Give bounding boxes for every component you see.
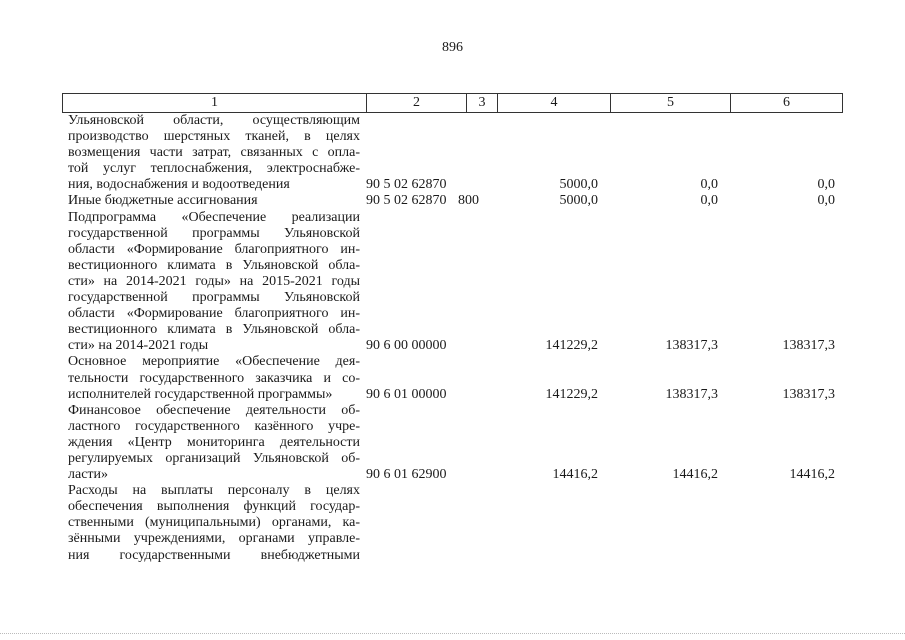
table-row bbox=[68, 354, 835, 402]
row-name-line: области «Формирование благоприятного ин- bbox=[68, 306, 360, 322]
table-row bbox=[68, 210, 835, 355]
row-name-line: области «Формирование благоприятного ин- bbox=[68, 241, 360, 257]
row-value-2020: 138317,3 bbox=[665, 386, 718, 402]
row-name-line: зёнными учреждениями, органами управле- bbox=[68, 531, 360, 547]
header-col-5: 5 bbox=[610, 94, 730, 112]
row-name-line: исполнителей государственной программы» bbox=[68, 386, 333, 402]
row-value-2021: 0,0 bbox=[817, 193, 835, 209]
table-row bbox=[68, 483, 835, 563]
row-name-line: производство шерстяных тканей, в целях bbox=[68, 129, 360, 145]
row-value-2019: 5000,0 bbox=[559, 177, 598, 193]
row-name-line: Расходы на выплаты персоналу в целях bbox=[68, 483, 360, 499]
row-value-2020: 0,0 bbox=[700, 177, 718, 193]
row-value-2021: 138317,3 bbox=[782, 386, 835, 402]
footer-divider bbox=[0, 633, 905, 635]
row-value-2019: 14416,2 bbox=[552, 467, 598, 483]
row-value-2019: 141229,2 bbox=[545, 338, 598, 354]
page-number: 896 bbox=[442, 40, 463, 55]
row-value-2020: 0,0 bbox=[700, 193, 718, 209]
row-name-line: ластного государственного казённого учре- bbox=[68, 418, 360, 434]
row-name-line: возмещения части затрат, связанных с опла- bbox=[68, 145, 360, 161]
row-name bbox=[68, 403, 360, 483]
row-value-2019: 5000,0 bbox=[559, 193, 598, 209]
row-name-line: обеспечения выполнения функций государ- bbox=[68, 499, 360, 515]
row-name-line: Финансовое обеспечение деятельности об- bbox=[68, 402, 360, 418]
row-value-2021: 0,0 bbox=[817, 177, 835, 193]
row-value-2021: 14416,2 bbox=[789, 467, 835, 483]
table-header bbox=[62, 93, 843, 113]
row-name-line: ждения «Центр мониторинга деятельности bbox=[68, 434, 360, 450]
row-name-line: Подпрограмма «Обеспечение реализации bbox=[68, 209, 360, 225]
row-kcsr: 90 6 01 62900 bbox=[366, 467, 447, 483]
row-kcsr: 90 6 00 00000 bbox=[366, 338, 447, 354]
header-col-6: 6 bbox=[730, 94, 843, 112]
row-name bbox=[68, 483, 360, 563]
row-name-line: ния государственными внебюджетными bbox=[68, 547, 360, 563]
row-name-line: вестиционного климата в Ульяновской обла- bbox=[68, 257, 360, 273]
row-value-2020: 14416,2 bbox=[672, 467, 718, 483]
row-vr: 800 bbox=[458, 193, 479, 209]
row-name bbox=[68, 210, 360, 355]
row-name-line: регулируемых организаций Ульяновской об- bbox=[68, 450, 360, 466]
row-name-line: ния, водоснабжения и водоотведения bbox=[68, 177, 290, 193]
row-name-line: ственными (муниципальными) органами, ка- bbox=[68, 515, 360, 531]
row-name-line: вестиционного климата в Ульяновской обла- bbox=[68, 322, 360, 338]
header-col-2: 2 bbox=[366, 94, 466, 112]
row-name-line: Ульяновской области, осуществляющим bbox=[68, 113, 360, 128]
row-kcsr: 90 6 01 00000 bbox=[366, 386, 447, 402]
header-col-1: 1 bbox=[62, 94, 366, 112]
row-name-line: Основное мероприятие «Обеспечение дея- bbox=[68, 354, 360, 370]
row-value-2020: 138317,3 bbox=[665, 338, 718, 354]
row-name bbox=[68, 193, 360, 209]
row-name-line: ласти» bbox=[68, 467, 109, 483]
table-row bbox=[68, 193, 835, 209]
row-name-line: государственной программы Ульяновской bbox=[68, 290, 360, 306]
row-name-line: государственной программы Ульяновской bbox=[68, 225, 360, 241]
row-name-line: сти» на 2014-2021 годы» на 2015-2021 годы bbox=[68, 273, 360, 289]
table-row bbox=[68, 113, 835, 193]
row-name-line: Иные бюджетные ассигнования bbox=[68, 193, 258, 209]
row-name bbox=[68, 113, 360, 193]
row-kcsr: 90 5 02 62870 bbox=[366, 177, 447, 193]
row-name-line: тельности государственного заказчика и со- bbox=[68, 370, 360, 386]
row-name-line: сти» на 2014-2021 годы bbox=[68, 338, 209, 354]
row-name bbox=[68, 354, 360, 402]
table-row bbox=[68, 403, 835, 483]
row-value-2019: 141229,2 bbox=[545, 386, 598, 402]
row-value-2021: 138317,3 bbox=[782, 338, 835, 354]
header-col-4: 4 bbox=[497, 94, 610, 112]
row-name-line: той услуг теплоснабжения, электроснабже- bbox=[68, 161, 360, 177]
row-kcsr: 90 5 02 62870 bbox=[366, 193, 447, 209]
table-body bbox=[68, 113, 835, 564]
header-col-3: 3 bbox=[466, 94, 497, 112]
